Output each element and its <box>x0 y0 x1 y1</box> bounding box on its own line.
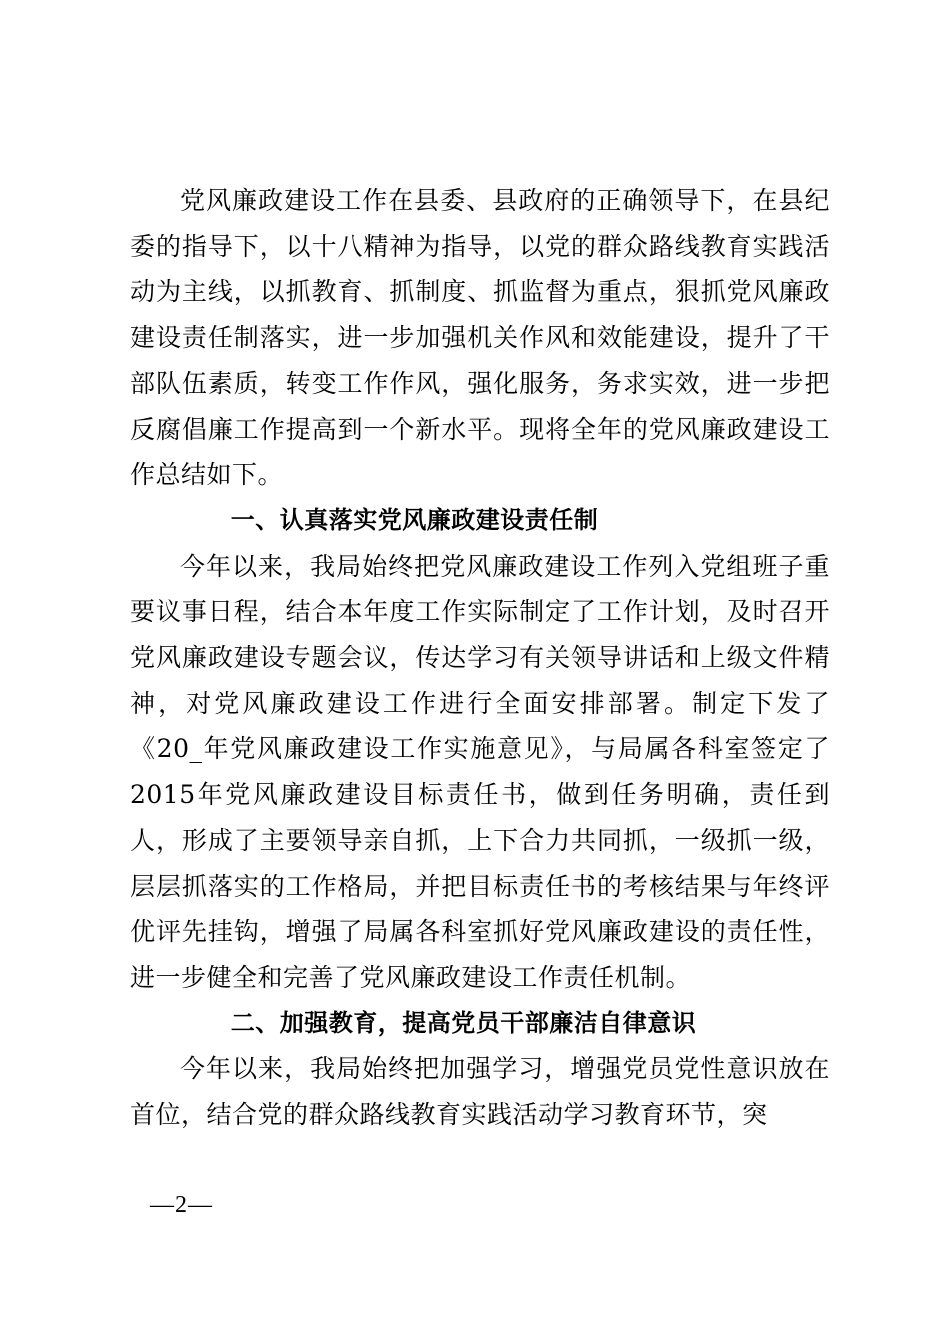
document-body <box>130 178 830 1138</box>
intro-paragraph: 党风廉政建设工作在县委、县政府的正确领导下，在县纪委的指导下，以十八精神为指导，以党的群众路线教育实践活动为主线，以抓教育、抓制度、抓监督为重点，狠抓党风廉政建设责任制落实，进一步加强机关作风和效能建设，提升了干部队伍素质，转变工作作风，强化服务，务求实效，进一步把反腐倡廉工作提高到一个新水平。现将全年的党风廉政建设工作总结如下。 <box>130 186 830 490</box>
section-2-paragraph: 今年以来，我局始终把加强学习，增强党员党性意识放在首位，结合党的群众路线教育实践活动学习教育环节，突 <box>130 1054 830 1130</box>
section-1-paragraph: 今年以来，我局始终把党风廉政建设工作列入党组班子重要议事日程，结合本年度工作实际制定了工作计划，及时召开党风廉政建设专题会议，传达学习有关领导讲话和上级文件精神，对党风廉政建设工作进行全面安排部署。制定下发了《20_年党风廉政建设工作实施意见》，与局属各科室签定了2015年党风廉政建设目标责任书，做到任务明确，责任到人，形成了主要领导亲自抓，上下合力共同抓，一级抓一级，层层抓落实的工作格局，并把目标责任书的考核结果与年终评优评先挂钩，增强了局属各科室抓好党风廉政建设的责任性，进一步健全和完善了党风廉政建设工作责任机制。 <box>130 551 830 992</box>
page-number: —2— <box>150 1192 213 1218</box>
section-heading-1: 一、认真落实党风廉政建设责任制 <box>230 505 599 534</box>
section-heading-2: 二、加强教育，提高党员干部廉洁自律意识 <box>230 1008 697 1037</box>
